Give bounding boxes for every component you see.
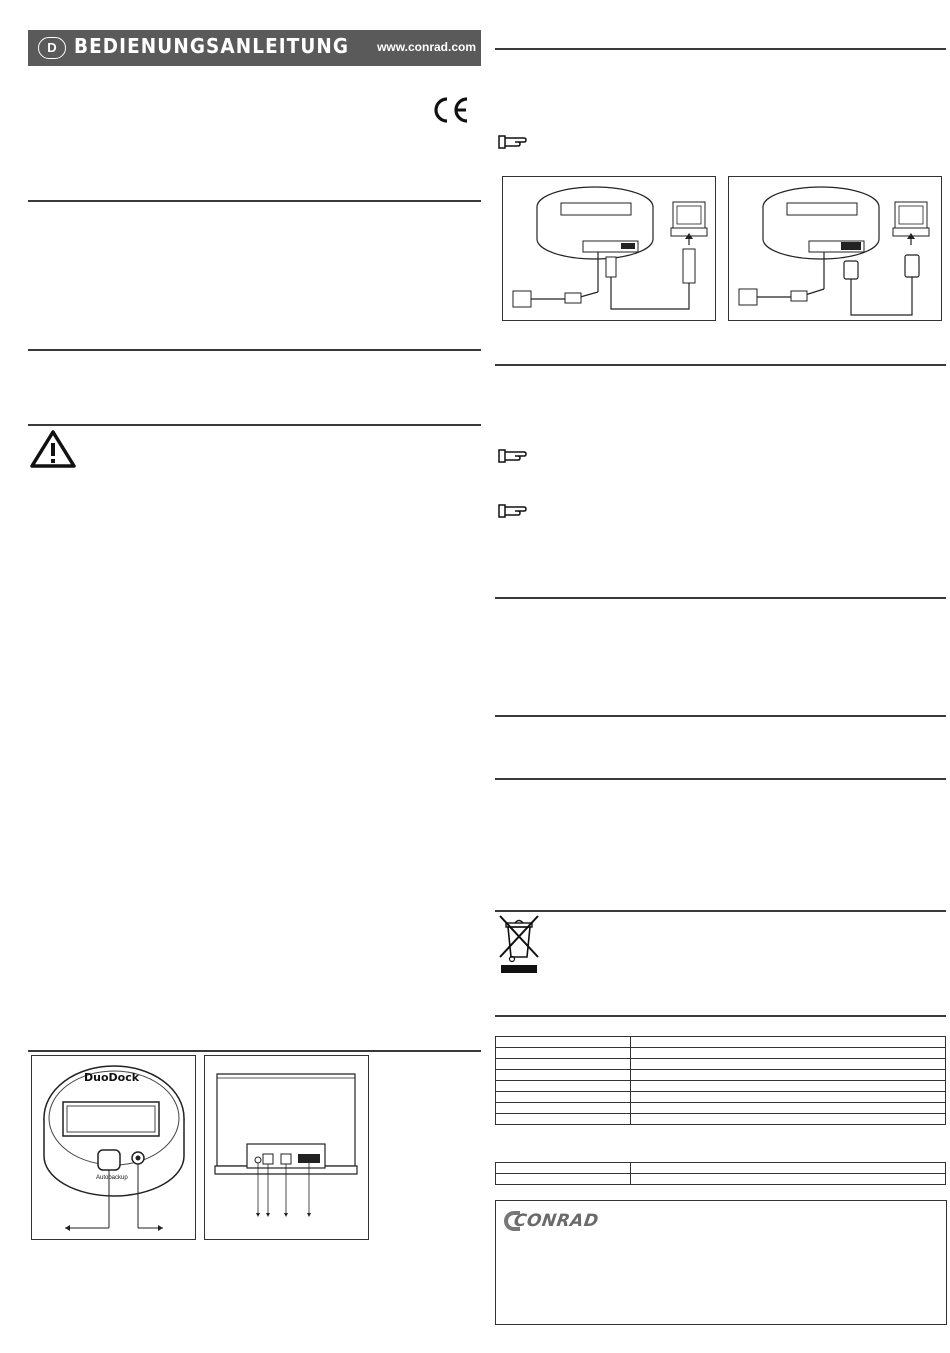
- section-divider: [28, 1050, 481, 1052]
- usb-connection-drawing: [503, 177, 715, 320]
- section-divider: [495, 48, 946, 50]
- table-row: [496, 1114, 946, 1125]
- section-divider: [495, 778, 946, 780]
- conrad-logo-text: CONRAD: [512, 1211, 600, 1231]
- table-row: [496, 1059, 946, 1070]
- pointing-hand-icon: [497, 502, 527, 520]
- esata-connection-drawing: [729, 177, 941, 320]
- dock-rear-drawing: [205, 1056, 368, 1239]
- figure-esata-connection: [728, 176, 942, 321]
- section-divider: [495, 910, 946, 912]
- ce-mark-icon: [430, 96, 470, 124]
- crossed-out-bin-icon: [498, 913, 540, 975]
- autobackup-label: Autobackup: [96, 1175, 128, 1181]
- document-title: BEDIENUNGSANLEITUNG: [74, 34, 350, 58]
- section-divider: [28, 424, 481, 426]
- warning-triangle-icon: [29, 429, 77, 469]
- section-divider: [495, 715, 946, 717]
- section-divider: [495, 1015, 946, 1017]
- website-url[interactable]: www.conrad.com: [377, 40, 476, 54]
- header-bar: [28, 30, 481, 66]
- section-divider: [28, 200, 481, 202]
- table-row: [496, 1037, 946, 1048]
- dock-brand-label: DuoDock: [84, 1071, 140, 1084]
- pointing-hand-icon: [497, 447, 527, 465]
- table-row: [496, 1081, 946, 1092]
- table-row: [496, 1103, 946, 1114]
- table-row: [496, 1048, 946, 1059]
- table-row: [496, 1174, 946, 1185]
- technical-data-table: [495, 1036, 946, 1125]
- table-row: [496, 1163, 946, 1174]
- power-supply-table: [495, 1162, 946, 1185]
- figure-rear-view: [204, 1055, 369, 1240]
- conrad-logo: [500, 1209, 600, 1233]
- figure-usb-connection: [502, 176, 716, 321]
- section-divider: [495, 597, 946, 599]
- figure-front-view: [31, 1055, 196, 1240]
- section-divider: [495, 364, 946, 366]
- imprint-box: [495, 1200, 947, 1325]
- language-badge: D: [38, 37, 66, 59]
- table-row: [496, 1070, 946, 1081]
- section-divider: [28, 349, 481, 351]
- table-row: [496, 1092, 946, 1103]
- pointing-hand-icon: [497, 133, 527, 151]
